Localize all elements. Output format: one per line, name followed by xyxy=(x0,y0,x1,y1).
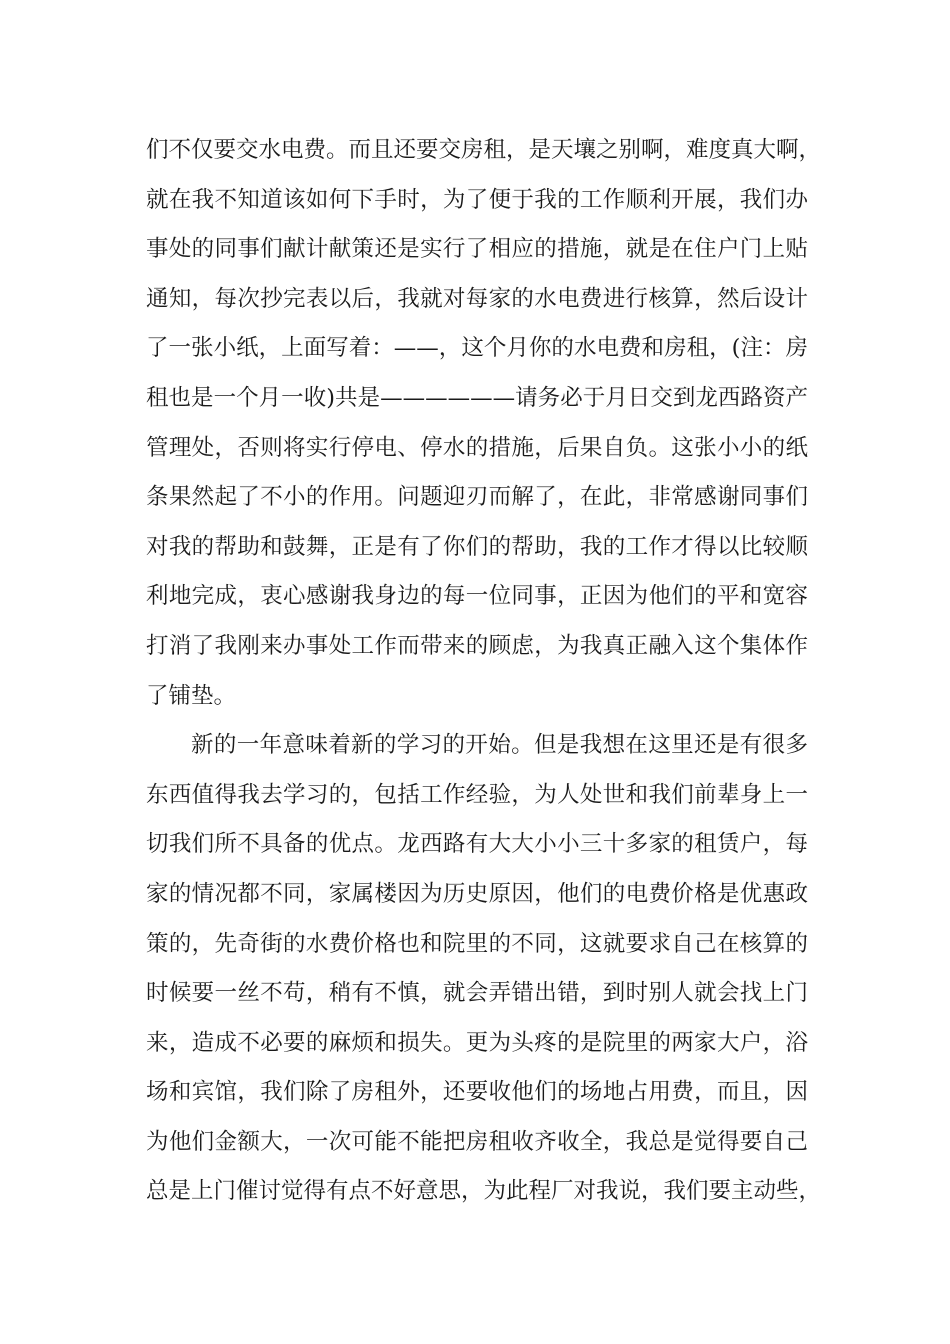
text-line: 就在我不知道该如何下手时，为了便于我的工作顺利开展，我们办 xyxy=(146,186,808,213)
paragraph-1 xyxy=(146,126,822,721)
text-line: 策的，先奇街的水费价格也和院里的不同，这就要求自己在核算的 xyxy=(146,930,808,957)
text-line: 了一张小纸，上面写着：——，这个月你的水电费和房租，(注：房 xyxy=(146,335,808,362)
text-line: 时候要一丝不苟，稍有不慎，就会弄错出错，到时别人就会找上门 xyxy=(146,980,808,1007)
text-line: 条果然起了不小的作用。问题迎刃而解了，在此，非常感谢同事们 xyxy=(146,484,808,511)
text-line: 场和宾馆，我们除了房租外，还要收他们的场地占用费，而且，因 xyxy=(146,1079,808,1106)
text-line: 东西值得我去学习的，包括工作经验，为人处世和我们前辈身上一 xyxy=(146,781,808,808)
text-line: 管理处，否则将实行停电、停水的措施，后果自负。这张小小的纸 xyxy=(146,434,808,461)
text-line: 通知，每次抄完表以后，我就对每家的水电费进行核算，然后设计 xyxy=(146,285,808,312)
text-line: 事处的同事们献计献策还是实行了相应的措施，就是在住户门上贴 xyxy=(146,236,808,263)
text-line: 切我们所不具备的优点。龙西路有大大小小三十多家的租赁户，每 xyxy=(146,831,808,858)
paragraph-2 xyxy=(146,721,822,1217)
text-line: 了铺垫。 xyxy=(146,682,237,709)
text-line: 租也是一个月一收)共是——————请务必于月日交到龙西路资产 xyxy=(146,384,808,411)
document-body xyxy=(146,126,822,1217)
text-line: 利地完成，衷心感谢我身边的每一位同事，正因为他们的平和宽容 xyxy=(146,583,808,610)
text-line: 来，造成不必要的麻烦和损失。更为头疼的是院里的两家大户，浴 xyxy=(146,1029,808,1056)
text-line: 总是上门催讨觉得有点不好意思，为此程厂对我说，我们要主动些， xyxy=(146,1178,822,1205)
text-line: 打消了我刚来办事处工作而带来的顾虑，为我真正融入这个集体作 xyxy=(146,632,808,659)
text-line: 新的一年意味着新的学习的开始。但是我想在这里还是有很多 xyxy=(191,732,808,759)
text-line: 对我的帮助和鼓舞，正是有了你们的帮助，我的工作才得以比较顺 xyxy=(146,533,808,560)
text-line: 为他们金额大，一次可能不能把房租收齐收全，我总是觉得要自己 xyxy=(146,1128,808,1155)
text-line: 们不仅要交水电费。而且还要交房租，是天壤之别啊，难度真大啊， xyxy=(146,137,822,163)
text-line: 家的情况都不同，家属楼因为历史原因，他们的电费价格是优惠政 xyxy=(146,880,808,907)
